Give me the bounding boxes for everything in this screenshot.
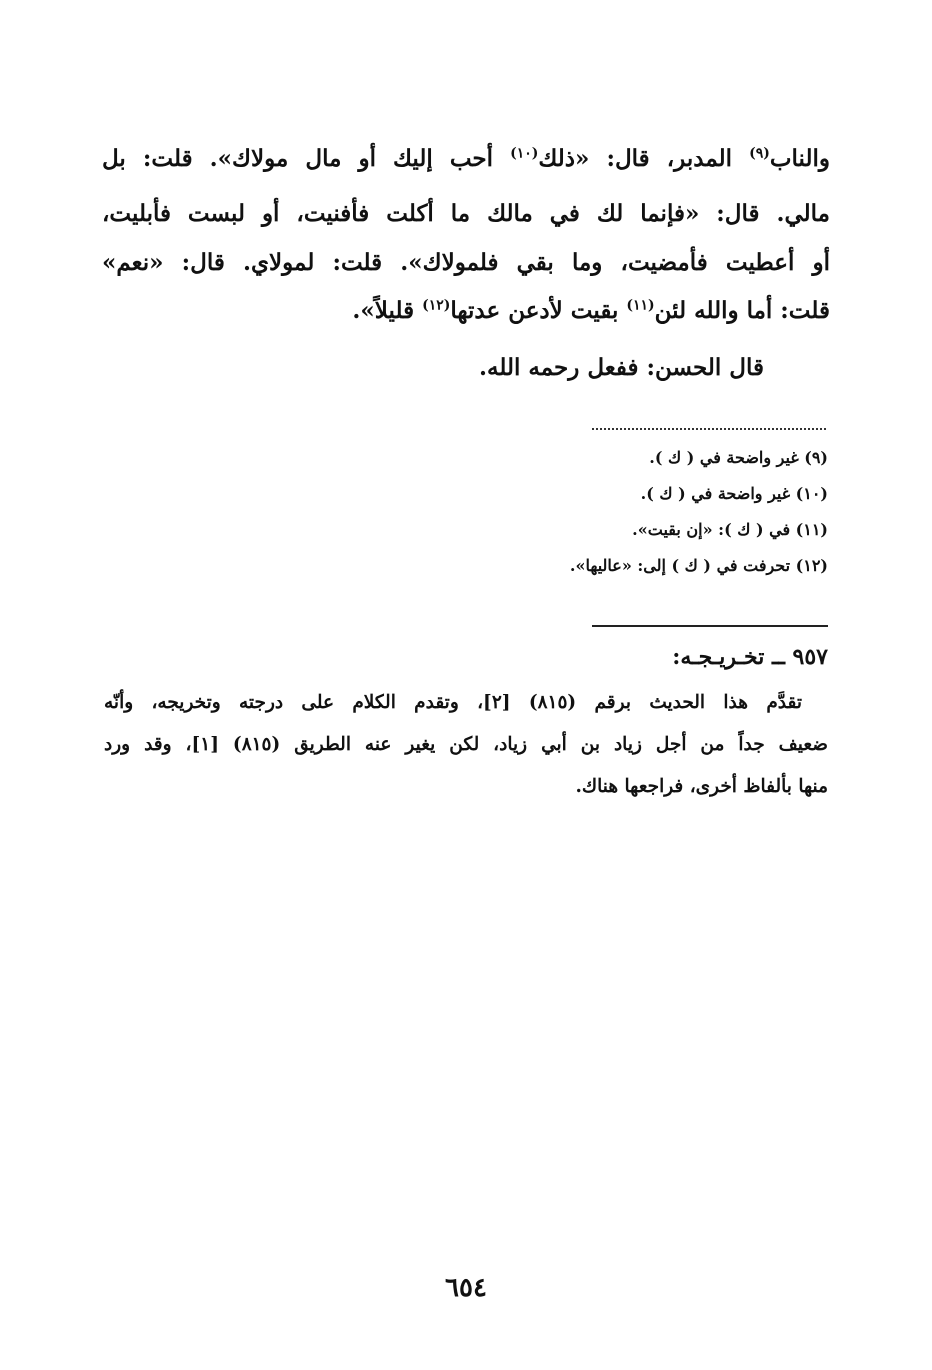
section-line-3: منها بألفاظ أخرى، فراجعها هناك.	[575, 776, 828, 797]
footnote-ref-10: (١٠)	[510, 145, 539, 162]
footnote-9: (٩) غير واضحة في ( ك ).	[649, 448, 828, 467]
section-heading: ٩٥٧ ــ تخـريـجـه:	[672, 644, 828, 670]
page-number: ٦٥٤	[445, 1273, 487, 1303]
main-text-line-1: والناب$^{(٩)}$ المدبر، قال: «ذلك$^{(١٠)}$ أحب إليك أو مال مولاك». قلت: بل	[102, 145, 830, 172]
footnote-ref-9: (٩)	[749, 145, 770, 162]
section-line-1: تقدَّم هذا الحديث برقم (٨١٥) [٢]، وتقدم الكلام على درجته وتخريجه، وأنّه	[104, 692, 802, 713]
footnote-separator	[592, 428, 826, 430]
footnote-ref-12: (١٢)	[422, 297, 451, 314]
footnote-12: (١٢) تحرفت في ( ك ) إلى: «عاليها».	[569, 556, 828, 575]
section-rule	[592, 625, 828, 627]
footnote-11: (١١) في ( ك ): «إن بقيت».	[632, 520, 828, 539]
closing-line: قال الحسن: ففعل رحمه الله.	[479, 354, 764, 381]
main-text-line-3: أو أعطيت فأمضيت، وما بقي فلمولاك». قلت: لمولاي. قال: «نعم»	[102, 249, 830, 276]
main-text-line-2: مالي. قال: «فإنما لك في مالك ما أكلت فأفنيت، أو لبست فأبليت،	[102, 200, 830, 227]
footnote-ref-11: (١١)	[626, 297, 655, 314]
section-line-2: ضعيف جداً من أجل زياد بن أبي زياد، لكن يغير عنه الطريق (٨١٥) [١]، وقد ورد	[104, 734, 829, 755]
footnote-10: (١٠) غير واضحة في ( ك ).	[640, 484, 828, 503]
main-text-line-4: قلت: أما والله لئن$^{(١١)}$ بقيت لأدعن عدتها$^{(١٢)}$ قليلاً».	[352, 297, 830, 324]
